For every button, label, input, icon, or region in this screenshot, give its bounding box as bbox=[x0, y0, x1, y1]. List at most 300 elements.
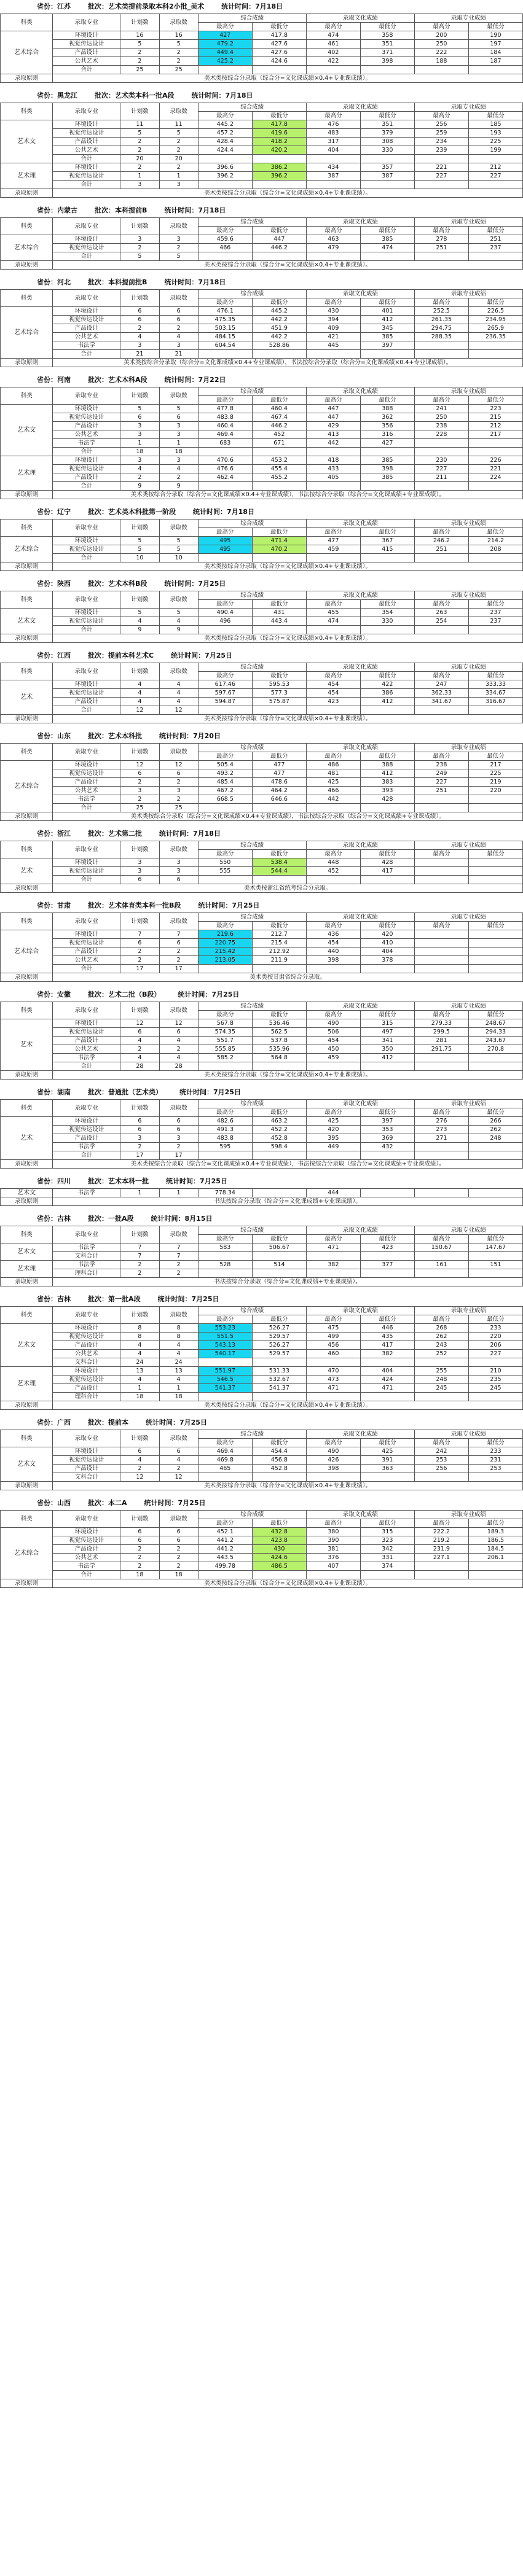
major-min-cell: 233 bbox=[468, 1447, 522, 1456]
subject-column-header: 科类 bbox=[1, 1002, 53, 1019]
admission-rule-label: 录取原则 bbox=[1, 1401, 53, 1410]
min-score-header: 最低分 bbox=[252, 600, 306, 609]
max-score-header: 最高分 bbox=[198, 1315, 252, 1324]
major-min-cell bbox=[468, 554, 522, 562]
major-min-cell: 225 bbox=[468, 138, 522, 146]
max-score-header: 最高分 bbox=[198, 672, 252, 680]
culture-max-cell: 430 bbox=[306, 307, 360, 316]
max-score-header: 最高分 bbox=[414, 1235, 468, 1243]
admit-count-cell: 6 bbox=[159, 1028, 198, 1037]
batch-label: 批次：一批A段 bbox=[88, 1215, 134, 1223]
plan-count-cell: 5 bbox=[120, 129, 159, 138]
culture-max-cell: 454 bbox=[306, 1037, 360, 1045]
composite-min-cell: 212.92 bbox=[252, 948, 306, 956]
composite-max-cell: 477.8 bbox=[198, 405, 252, 413]
plan-count-header: 计划数 bbox=[120, 744, 159, 761]
composite-max-cell: 553.23 bbox=[198, 1324, 252, 1333]
table-row bbox=[1, 1045, 523, 1054]
admission-rule-text: 美术类按综合分录取（综合分=文化课成绩×0.4+专业课成绩），书法按综合分录取（综合分=文化课成绩+专业课成绩）。 bbox=[53, 812, 523, 821]
major-max-cell bbox=[414, 795, 468, 804]
major-min-cell: 237 bbox=[468, 617, 522, 626]
admit-count-cell: 9 bbox=[159, 482, 198, 491]
batch-label: 批次：艺术本科一批 bbox=[88, 1177, 149, 1185]
max-score-header: 最高分 bbox=[414, 752, 468, 761]
composite-min-cell bbox=[252, 448, 306, 456]
admit-count-cell: 6 bbox=[159, 1117, 198, 1126]
composite-min-cell: 477 bbox=[252, 761, 306, 769]
culture-min-cell bbox=[360, 1189, 414, 1197]
major-min-cell: 316.67 bbox=[468, 698, 522, 706]
stat-time-label: 统计时间：7月25日 bbox=[164, 580, 226, 588]
composite-max-cell: 396.2 bbox=[198, 172, 252, 181]
table-row bbox=[1, 1465, 523, 1473]
culture-max-cell: 473 bbox=[306, 1376, 360, 1384]
culture-max-cell: 455 bbox=[306, 609, 360, 617]
major-max-cell bbox=[414, 1143, 468, 1151]
culture-min-cell: 417 bbox=[360, 867, 414, 876]
major-min-cell bbox=[468, 965, 522, 973]
major-name-cell: 环境设计 bbox=[53, 31, 120, 40]
culture-min-cell bbox=[360, 876, 414, 884]
major-max-cell bbox=[414, 252, 468, 261]
table-row bbox=[1, 1028, 523, 1037]
plan-count-cell: 1 bbox=[120, 1384, 159, 1393]
admit-count-cell: 25 bbox=[159, 66, 198, 74]
plan-count-cell: 4 bbox=[120, 1054, 159, 1062]
admit-count-cell: 25 bbox=[159, 804, 198, 812]
major-name-cell: 视觉传达设计 bbox=[53, 465, 120, 473]
composite-score-header: 综合成绩 bbox=[198, 744, 306, 752]
major-max-cell: 242 bbox=[414, 1447, 468, 1456]
plan-count-cell: 1 bbox=[120, 439, 159, 448]
culture-min-cell: 385 bbox=[360, 473, 414, 482]
major-score-header: 录取专业成绩 bbox=[414, 913, 522, 922]
max-score-header: 最高分 bbox=[414, 1439, 468, 1447]
major-max-cell: 246.2 bbox=[414, 537, 468, 545]
composite-min-cell bbox=[252, 482, 306, 491]
table-row bbox=[1, 40, 523, 49]
admit-count-cell: 6 bbox=[159, 876, 198, 884]
plan-count-cell: 2 bbox=[120, 1545, 159, 1554]
admission-rule-row bbox=[1, 1071, 523, 1080]
header-row bbox=[1, 841, 523, 850]
plan-count-header: 计划数 bbox=[120, 1226, 159, 1243]
major-name-cell: 合计 bbox=[53, 66, 120, 74]
composite-max-cell: 482.6 bbox=[198, 1117, 252, 1126]
culture-max-cell: 413 bbox=[306, 430, 360, 439]
admit-count-header: 录取数 bbox=[159, 218, 198, 235]
table-row bbox=[1, 341, 523, 350]
total-row bbox=[1, 1393, 523, 1401]
max-score-header: 最高分 bbox=[306, 1519, 360, 1528]
admit-count-cell: 5 bbox=[159, 537, 198, 545]
composite-min-cell: 452.2 bbox=[252, 1126, 306, 1134]
major-max-cell: 222.2 bbox=[414, 1528, 468, 1536]
major-name-cell: 产品设计 bbox=[53, 1134, 120, 1143]
min-score-header: 最低分 bbox=[468, 922, 522, 930]
major-min-cell: 210 bbox=[468, 1367, 522, 1376]
admit-count-cell: 2 bbox=[159, 795, 198, 804]
major-score-header: 录取专业成绩 bbox=[414, 1100, 522, 1108]
culture-min-cell: 357 bbox=[360, 163, 414, 172]
admit-count-cell: 6 bbox=[159, 1536, 198, 1545]
culture-max-cell: 476 bbox=[306, 120, 360, 129]
composite-max-cell: 428.4 bbox=[198, 138, 252, 146]
culture-min-cell: 428 bbox=[360, 858, 414, 867]
min-score-header: 最低分 bbox=[468, 23, 522, 31]
admission-rule-label: 录取原则 bbox=[1, 1197, 53, 1206]
major-name-cell: 公共艺术 bbox=[53, 57, 120, 66]
admission-rule-text: 美术类按综合分录取（综合分=文化课成绩×0.4+专业课成绩）。 bbox=[53, 1071, 523, 1080]
plan-count-cell: 9 bbox=[120, 482, 159, 491]
culture-min-cell: 331 bbox=[360, 1554, 414, 1562]
admission-rule-label: 录取原则 bbox=[1, 562, 53, 571]
composite-min-cell: 423.8 bbox=[252, 1536, 306, 1545]
header-row bbox=[1, 1307, 523, 1315]
culture-max-cell: 381 bbox=[306, 1545, 360, 1554]
table-row bbox=[1, 473, 523, 482]
major-max-cell: 227 bbox=[414, 465, 468, 473]
plan-count-cell: 5 bbox=[120, 537, 159, 545]
composite-max-cell: 470.6 bbox=[198, 456, 252, 465]
composite-max-cell: 483.8 bbox=[198, 1134, 252, 1143]
major-min-cell: 151 bbox=[468, 1261, 522, 1269]
major-max-cell: 211 bbox=[414, 473, 468, 482]
max-score-header: 最高分 bbox=[414, 1315, 468, 1324]
min-score-header: 最低分 bbox=[360, 396, 414, 405]
major-min-cell: 225 bbox=[468, 769, 522, 778]
admission-rule-text: 美术类按甘肃省综合分录取。 bbox=[53, 973, 523, 982]
culture-max-cell bbox=[306, 804, 360, 812]
major-min-cell bbox=[468, 181, 522, 189]
culture-min-cell: 388 bbox=[360, 405, 414, 413]
culture-max-cell: 461 bbox=[306, 40, 360, 49]
score-table bbox=[0, 1306, 523, 1410]
plan-count-header: 计划数 bbox=[120, 1430, 159, 1447]
province-label: 省份：山西 bbox=[37, 1499, 71, 1507]
province-block bbox=[0, 730, 523, 821]
composite-max-cell bbox=[198, 252, 252, 261]
min-score-header: 最低分 bbox=[360, 1315, 414, 1324]
table-row bbox=[1, 1554, 523, 1562]
culture-min-cell: 412 bbox=[360, 316, 414, 324]
table-row bbox=[1, 1456, 523, 1465]
province-block bbox=[0, 505, 523, 571]
culture-min-cell: 446 bbox=[360, 1324, 414, 1333]
admit-count-cell: 16 bbox=[159, 31, 198, 40]
admission-rule-label: 录取原则 bbox=[1, 1278, 53, 1286]
culture-min-cell: 393 bbox=[360, 787, 414, 795]
composite-min-cell: 442.2 bbox=[252, 333, 306, 341]
max-score-header: 最高分 bbox=[306, 1439, 360, 1447]
culture-max-cell bbox=[306, 1062, 360, 1071]
culture-min-cell: 369 bbox=[360, 1134, 414, 1143]
score-table bbox=[0, 1510, 523, 1588]
plan-count-cell: 6 bbox=[120, 1447, 159, 1456]
min-score-header: 最低分 bbox=[252, 298, 306, 307]
score-table bbox=[0, 841, 523, 893]
admit-count-cell: 4 bbox=[159, 698, 198, 706]
min-score-header: 最低分 bbox=[468, 1439, 522, 1447]
stat-time-label: 统计时间：7月18日 bbox=[221, 2, 283, 10]
admit-count-header: 录取数 bbox=[159, 591, 198, 609]
major-max-cell bbox=[414, 341, 468, 350]
admit-count-cell: 3 bbox=[159, 787, 198, 795]
batch-label: 批次：本科提前批B bbox=[88, 278, 147, 286]
composite-max-cell: 424.4 bbox=[198, 146, 252, 155]
major-min-cell: 234.95 bbox=[468, 316, 522, 324]
admit-count-cell: 7 bbox=[159, 1243, 198, 1252]
composite-max-cell: 604.54 bbox=[198, 341, 252, 350]
min-score-header: 最低分 bbox=[252, 1519, 306, 1528]
culture-max-cell: 499 bbox=[306, 1333, 360, 1341]
table-row bbox=[1, 956, 523, 965]
major-min-cell: 237 bbox=[468, 609, 522, 617]
admit-count-cell: 12 bbox=[159, 1473, 198, 1482]
composite-min-cell bbox=[252, 1252, 306, 1261]
culture-min-cell bbox=[360, 1358, 414, 1367]
composite-max-cell bbox=[198, 1252, 252, 1261]
composite-max-cell: 449.4 bbox=[198, 49, 252, 57]
major-name-cell: 合计 bbox=[53, 626, 120, 634]
composite-min-cell bbox=[252, 350, 306, 359]
plan-count-cell: 4 bbox=[120, 617, 159, 626]
major-header: 录取专业 bbox=[53, 14, 120, 31]
subject-cell: 艺术理 bbox=[1, 163, 53, 189]
admission-rule-row bbox=[1, 1401, 523, 1410]
composite-min-cell: 470.2 bbox=[252, 545, 306, 554]
culture-min-cell: 425 bbox=[360, 1447, 414, 1456]
culture-max-cell bbox=[306, 554, 360, 562]
admission-rule-label: 录取原则 bbox=[1, 634, 53, 643]
composite-score-header: 综合成绩 bbox=[198, 218, 306, 227]
admit-count-cell: 8 bbox=[159, 1333, 198, 1341]
major-name-cell: 环境设计 bbox=[53, 235, 120, 244]
major-max-cell bbox=[414, 350, 468, 359]
major-min-cell: 147.67 bbox=[468, 1243, 522, 1252]
major-name-cell: 书法学 bbox=[53, 341, 120, 350]
culture-max-cell: 425 bbox=[306, 778, 360, 787]
culture-min-cell: 362 bbox=[360, 413, 414, 422]
score-table bbox=[0, 1099, 523, 1169]
subject-cell: 艺术文 bbox=[1, 1447, 53, 1482]
subject-cell: 艺术文 bbox=[1, 1243, 53, 1261]
composite-max-cell: 491.3 bbox=[198, 1126, 252, 1134]
composite-max-cell bbox=[198, 66, 252, 74]
block-title-row bbox=[0, 1086, 523, 1099]
major-name-cell: 理科合计 bbox=[53, 1393, 120, 1401]
admit-count-cell: 5 bbox=[159, 40, 198, 49]
culture-min-cell: 412 bbox=[360, 1054, 414, 1062]
major-max-cell: 228 bbox=[414, 430, 468, 439]
major-name-cell: 产品设计 bbox=[53, 1384, 120, 1393]
culture-min-cell: 427 bbox=[360, 439, 414, 448]
composite-max-cell: 457.2 bbox=[198, 129, 252, 138]
major-min-cell: 193 bbox=[468, 129, 522, 138]
culture-max-cell: 380 bbox=[306, 1528, 360, 1536]
major-max-cell: 227 bbox=[414, 778, 468, 787]
major-min-cell: 185 bbox=[468, 120, 522, 129]
admission-rule-row bbox=[1, 359, 523, 367]
major-max-cell bbox=[414, 1358, 468, 1367]
culture-score-header: 录取文化成绩 bbox=[306, 1307, 414, 1315]
culture-min-cell: 351 bbox=[360, 40, 414, 49]
culture-min-cell bbox=[360, 1571, 414, 1579]
plan-count-header: 计划数 bbox=[120, 913, 159, 930]
culture-max-cell: 460 bbox=[306, 1350, 360, 1358]
composite-max-cell: 495 bbox=[198, 545, 252, 554]
major-name-cell: 合计 bbox=[53, 155, 120, 163]
major-min-cell bbox=[468, 858, 522, 867]
plan-count-cell: 16 bbox=[120, 31, 159, 40]
composite-max-cell: 595 bbox=[198, 1143, 252, 1151]
culture-max-cell: 483 bbox=[306, 129, 360, 138]
composite-min-cell: 443.4 bbox=[252, 617, 306, 626]
total-row bbox=[1, 1571, 523, 1579]
culture-max-cell: 454 bbox=[306, 689, 360, 698]
plan-count-cell: 5 bbox=[120, 609, 159, 617]
culture-min-cell: 424 bbox=[360, 1376, 414, 1384]
major-name-cell: 环境设计 bbox=[53, 858, 120, 867]
max-score-header: 最高分 bbox=[198, 1439, 252, 1447]
subject-column-header: 科类 bbox=[1, 1430, 53, 1447]
culture-max-cell bbox=[306, 1252, 360, 1261]
culture-score-header: 录取文化成绩 bbox=[306, 290, 414, 298]
plan-count-header: 计划数 bbox=[120, 290, 159, 307]
plan-count-header: 计划数 bbox=[120, 14, 159, 31]
table-row bbox=[1, 698, 523, 706]
culture-min-cell: 363 bbox=[360, 1465, 414, 1473]
culture-min-cell: 378 bbox=[360, 956, 414, 965]
table-row bbox=[1, 413, 523, 422]
min-score-header: 最低分 bbox=[468, 112, 522, 120]
composite-min-cell bbox=[252, 804, 306, 812]
batch-label: 批次：本二A bbox=[88, 1499, 127, 1507]
total-row bbox=[1, 1252, 523, 1261]
max-score-header: 最高分 bbox=[306, 672, 360, 680]
culture-max-cell: 429 bbox=[306, 422, 360, 430]
batch-label: 批次：艺术本科批 bbox=[88, 732, 142, 740]
major-name-cell: 合计 bbox=[53, 448, 120, 456]
culture-max-cell: 390 bbox=[306, 1536, 360, 1545]
plan-count-cell: 3 bbox=[120, 867, 159, 876]
plan-count-cell: 3 bbox=[120, 858, 159, 867]
major-max-cell: 268 bbox=[414, 1324, 468, 1333]
culture-min-cell bbox=[360, 804, 414, 812]
culture-max-cell bbox=[306, 1269, 360, 1278]
major-min-cell: 236.35 bbox=[468, 333, 522, 341]
culture-min-cell: 432 bbox=[360, 1143, 414, 1151]
major-max-cell: 256 bbox=[414, 120, 468, 129]
min-score-header: 最低分 bbox=[360, 1519, 414, 1528]
culture-max-cell: 474 bbox=[306, 31, 360, 40]
composite-max-cell: 475.35 bbox=[198, 316, 252, 324]
plan-count-cell: 4 bbox=[120, 1037, 159, 1045]
culture-score-header: 录取文化成绩 bbox=[306, 1430, 414, 1439]
major-min-cell bbox=[468, 795, 522, 804]
culture-max-cell bbox=[306, 1571, 360, 1579]
admit-count-cell: 5 bbox=[159, 405, 198, 413]
major-header: 录取专业 bbox=[53, 913, 120, 930]
subject-column-header: 科类 bbox=[1, 519, 53, 537]
table-row bbox=[1, 787, 523, 795]
major-header: 录取专业 bbox=[53, 744, 120, 761]
table-row bbox=[1, 439, 523, 448]
composite-max-cell bbox=[198, 155, 252, 163]
admission-rule-text: 美术类按综合分录取（综合分=文化课成绩×0.4+专业课成绩）。 bbox=[53, 562, 523, 571]
plan-count-cell: 18 bbox=[120, 1393, 159, 1401]
admit-count-cell: 3 bbox=[159, 858, 198, 867]
culture-min-cell: 387 bbox=[360, 172, 414, 181]
max-score-header: 最高分 bbox=[414, 672, 468, 680]
admit-count-cell: 3 bbox=[159, 235, 198, 244]
admit-count-cell: 9 bbox=[159, 626, 198, 634]
major-name-cell: 视觉传达设计 bbox=[53, 413, 120, 422]
culture-max-cell: 404 bbox=[306, 146, 360, 155]
major-header: 录取专业 bbox=[53, 519, 120, 537]
plan-count-cell: 2 bbox=[120, 1143, 159, 1151]
plan-count-cell: 6 bbox=[120, 769, 159, 778]
subject-column-header: 科类 bbox=[1, 1100, 53, 1117]
admit-count-cell: 12 bbox=[159, 1019, 198, 1028]
composite-max-cell: 396.6 bbox=[198, 163, 252, 172]
major-min-cell bbox=[468, 1562, 522, 1571]
culture-min-cell bbox=[360, 1269, 414, 1278]
admit-count-cell: 2 bbox=[159, 1269, 198, 1278]
composite-min-cell: 417.8 bbox=[252, 31, 306, 40]
culture-min-cell: 391 bbox=[360, 1456, 414, 1465]
major-min-cell bbox=[468, 341, 522, 350]
score-table bbox=[0, 217, 523, 270]
major-name-cell: 产品设计 bbox=[53, 778, 120, 787]
max-score-header: 最高分 bbox=[414, 112, 468, 120]
major-max-cell bbox=[414, 482, 468, 491]
major-name-cell: 视觉传达设计 bbox=[53, 1456, 120, 1465]
admission-rule-text: 美术类按综合分录取（综合分=文化课成绩×0.4+专业课成绩）。 bbox=[53, 189, 523, 198]
table-row bbox=[1, 1447, 523, 1456]
major-min-cell: 248.67 bbox=[468, 1019, 522, 1028]
total-row bbox=[1, 66, 523, 74]
header-row bbox=[1, 663, 523, 672]
major-min-cell bbox=[468, 1062, 522, 1071]
culture-max-cell: 426 bbox=[306, 1456, 360, 1465]
batch-label: 批次：艺术二批（B段） bbox=[88, 990, 161, 998]
culture-max-cell: 387 bbox=[306, 172, 360, 181]
composite-min-cell: 419.6 bbox=[252, 129, 306, 138]
major-header: 录取专业 bbox=[53, 290, 120, 307]
batch-label: 批次：艺术体育类本科一批B段 bbox=[88, 901, 181, 909]
table-row bbox=[1, 1019, 523, 1028]
admit-count-cell: 2 bbox=[159, 324, 198, 333]
batch-label: 批次：普通批（艺术类） bbox=[88, 1088, 162, 1096]
plan-count-cell: 7 bbox=[120, 1243, 159, 1252]
major-name-cell: 合计 bbox=[53, 1571, 120, 1579]
plan-count-cell: 6 bbox=[120, 1528, 159, 1536]
culture-max-cell: 394 bbox=[306, 316, 360, 324]
major-name-cell: 书法学 bbox=[53, 1562, 120, 1571]
culture-max-cell: 398 bbox=[306, 956, 360, 965]
min-score-header: 最低分 bbox=[468, 528, 522, 537]
composite-min-cell: 442.2 bbox=[252, 316, 306, 324]
subject-column-header: 科类 bbox=[1, 841, 53, 858]
max-score-header: 最高分 bbox=[306, 1108, 360, 1117]
block-spacer bbox=[0, 821, 523, 827]
composite-min-cell: 564.8 bbox=[252, 1054, 306, 1062]
block-spacer bbox=[0, 367, 523, 373]
min-score-header: 最低分 bbox=[468, 396, 522, 405]
province-block bbox=[0, 577, 523, 643]
table-row bbox=[1, 680, 523, 689]
